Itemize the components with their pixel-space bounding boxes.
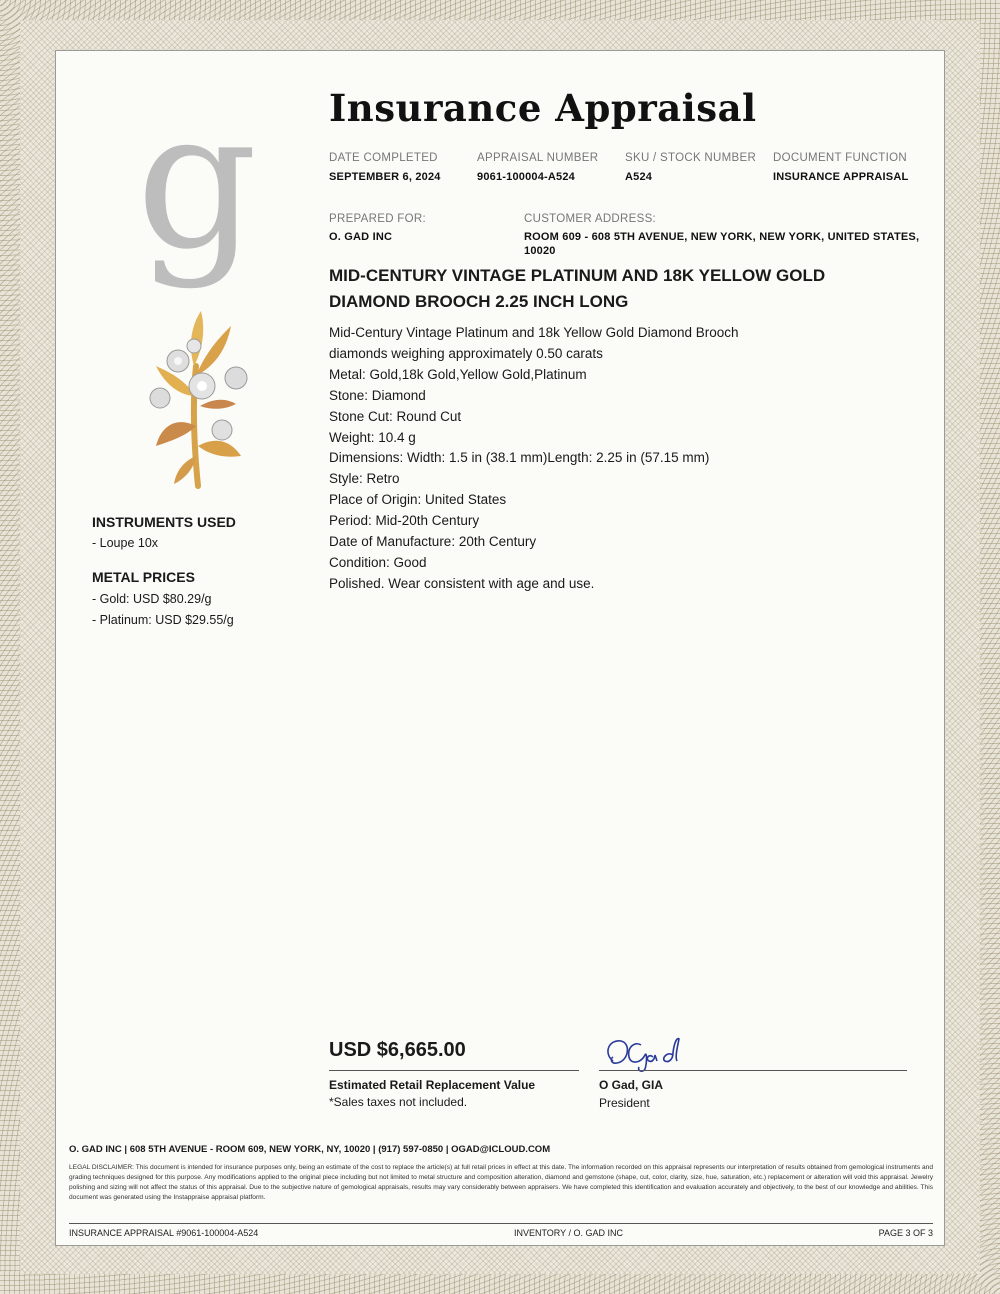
signatory-title: President xyxy=(599,1096,650,1110)
description-line: Date of Manufacture: 20th Century xyxy=(329,534,537,550)
description-line: Dimensions: Width: 1.5 in (38.1 mm)Length: 2.25 in (57.15 mm) xyxy=(329,450,710,466)
legal-disclaimer: LEGAL DISCLAIMER: This document is intended for insurance purposes only, being an estimate of the cost to replace the article(s) at full retail prices in effect at this date. The information recorded on this appraisal represents our interpretation of results obtained from gemological instruments and grading techniques designed for this purpose. Any modifications applied to the original piece including but not limited to metal structure and composition alteration, diamond and gemstone (shape, cut, color, clarity, size, hue, saturation, etc.) replacement or alteration will void this appraisal. Jewelry polishing and sizing will not affect the status of this appraisal. Due to the subjective nature of gemological appraisals, results may vary considerably between appraisers. We have completed this identification and evaluation accurately and objectively, to the best of our knowledge and abilities. This document was generated using the Instappraise appraisal platform. xyxy=(69,1164,933,1201)
instrument-item: - Loupe 10x xyxy=(92,536,159,550)
customer-address-line1: ROOM 609 - 608 5TH AVENUE, NEW YORK, NEW YORK, UNITED STATES, xyxy=(524,231,920,243)
document-function-value: INSURANCE APPRAISAL xyxy=(773,171,909,183)
appraised-value: USD $6,665.00 xyxy=(329,1039,466,1061)
description-line: Stone: Diamond xyxy=(329,387,426,403)
sku-value: A524 xyxy=(625,171,653,183)
prepared-for-value: O. GAD INC xyxy=(329,231,393,243)
description-line: Mid-Century Vintage Platinum and 18k Yellow Gold Diamond Brooch xyxy=(329,325,739,340)
page-footer xyxy=(69,1223,933,1238)
customer-address-label: CUSTOMER ADDRESS: xyxy=(524,213,657,225)
date-value: SEPTEMBER 6, 2024 xyxy=(329,171,441,183)
metal-prices-heading: METAL PRICES xyxy=(92,569,195,585)
description-line: Stone Cut: Round Cut xyxy=(329,408,462,424)
signature-image xyxy=(601,1033,711,1073)
description-line: Weight: 10.4 g xyxy=(329,429,416,445)
company-logo: g xyxy=(136,70,258,291)
item-heading xyxy=(329,263,889,315)
metal-price-item: - Gold: USD $80.29/g xyxy=(92,592,212,606)
page-number: PAGE 3 OF 3 xyxy=(878,1228,933,1238)
description-line: diamonds weighing approximately 0.50 carats xyxy=(329,345,603,361)
description-line: Metal: Gold,18k Gold,Yellow Gold,Platinum xyxy=(329,366,587,382)
sku-label: SKU / STOCK NUMBER xyxy=(625,152,757,164)
signature-rule xyxy=(599,1070,907,1071)
appraisal-number-value: 9061-100004-A524 xyxy=(477,171,575,183)
document-function-label: DOCUMENT FUNCTION xyxy=(773,152,907,164)
description-line: Place of Origin: United States xyxy=(329,492,507,508)
certificate-page xyxy=(55,50,945,1246)
description-line: Polished. Wear consistent with age and use. xyxy=(329,575,595,591)
date-label: DATE COMPLETED xyxy=(329,152,438,164)
item-description xyxy=(329,323,889,595)
item-heading-line2: DIAMOND BROOCH 2.25 INCH LONG xyxy=(329,292,629,311)
description-line: Condition: Good xyxy=(329,554,427,570)
tax-note: *Sales taxes not included. xyxy=(329,1095,468,1109)
description-line: Style: Retro xyxy=(329,471,400,487)
value-label: Estimated Retail Replacement Value xyxy=(329,1078,536,1092)
value-rule xyxy=(329,1070,579,1071)
metal-price-item: - Platinum: USD $29.55/g xyxy=(92,613,234,627)
instruments-heading: INSTRUMENTS USED xyxy=(92,514,236,530)
description-line: Period: Mid-20th Century xyxy=(329,513,480,529)
footer-inventory: INVENTORY / O. GAD INC xyxy=(513,1228,623,1238)
company-contact: O. GAD INC | 608 5TH AVENUE - ROOM 609, NEW YORK, NY, 10020 | (917) 597-0850 | OGAD@ICLOUD.COM xyxy=(69,1144,551,1155)
customer-address-line2: 10020 xyxy=(524,245,556,257)
footer-appraisal-ref: INSURANCE APPRAISAL #9061-100004-A524 xyxy=(69,1228,259,1238)
item-heading-line1: MID-CENTURY VINTAGE PLATINUM AND 18K YELLOW GOLD xyxy=(329,266,826,285)
document-title: Insurance Appraisal xyxy=(329,86,757,130)
signatory-name: O Gad, GIA xyxy=(599,1078,664,1092)
appraisal-number-label: APPRAISAL NUMBER xyxy=(477,152,599,164)
brooch-photo xyxy=(136,306,266,491)
prepared-for-label: PREPARED FOR: xyxy=(329,213,426,225)
